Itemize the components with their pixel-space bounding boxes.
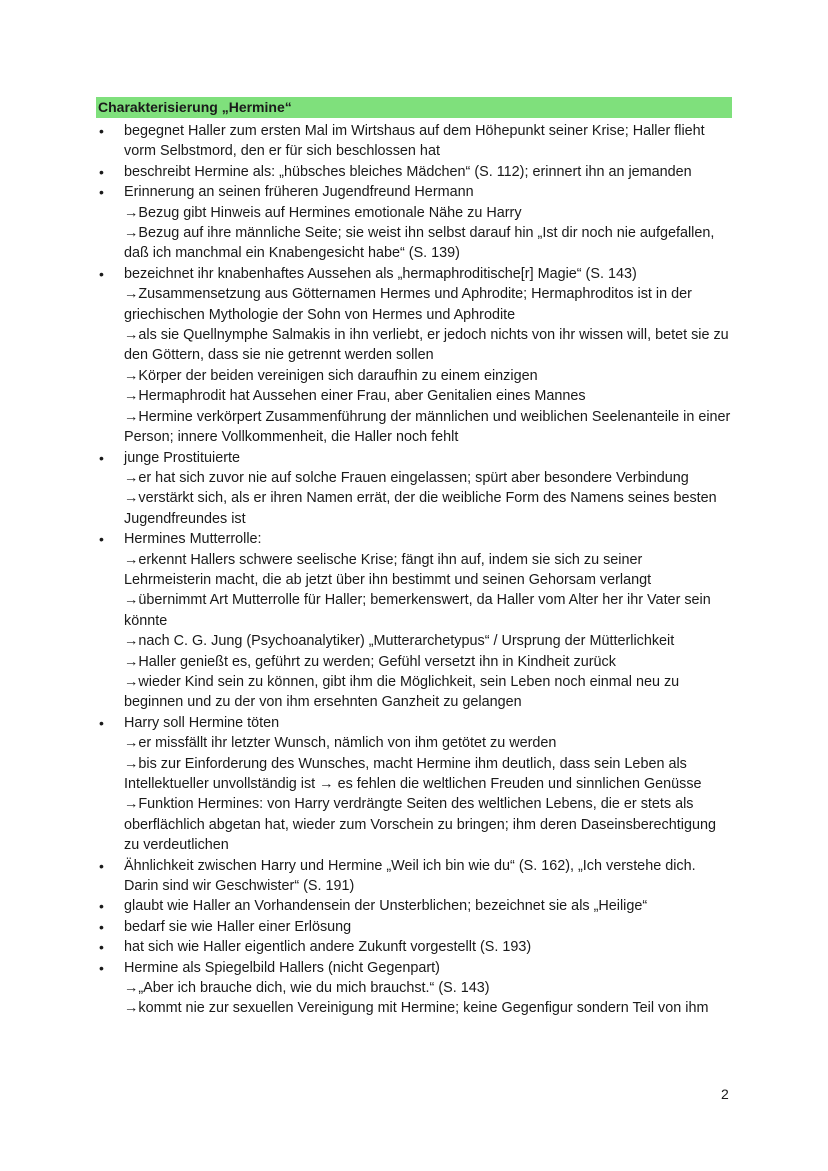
arrow-line: → bis zur Einforderung des Wunsches, macht Hermine ihm deutlich, dass sein Leben als Intellektueller unvollständig ist → es fehlen die weltlichen Freuden und sinnlichen Genüsse <box>124 754 732 795</box>
arrow-line: → nach C. G. Jung (Psychoanalytiker) „Mutterarchetypus“ / Ursprung der Mütterlichkeit <box>124 631 732 651</box>
bullet-icon: • <box>99 939 104 956</box>
bullet-icon: • <box>99 265 104 282</box>
arrow-line: → erkennt Hallers schwere seelische Krise; fängt ihn auf, indem sie sich zu seiner Lehrmeisterin macht, die ab jetzt über ihn bestimmt und seinen Gehorsam verlangt <box>124 550 732 591</box>
arrow-line: → wieder Kind sein zu können, gibt ihm die Möglichkeit, sein Leben noch einmal neu zu beginnen und zu der von ihm ersehnten Ganzheit zu gelangen <box>124 672 732 713</box>
arrow-line: → als sie Quellnymphe Salmakis in ihn verliebt, er jedoch nichts von ihr wissen will, betet sie zu den Göttern, dass sie nie getrennt werden sollen <box>124 325 732 366</box>
page-number: 2 <box>721 1086 729 1102</box>
arrow-line: → Funktion Hermines: von Harry verdrängte Seiten des weltlichen Lebens, die er stets als oberflächlich abgetan hat, wieder zum Vorschein zu bringen; ihm deren Daseinsberechtigung zu verdeutlichen <box>124 794 732 855</box>
list-item <box>96 448 732 530</box>
item-text: Hermine als Spiegelbild Hallers (nicht Gegenpart) <box>124 959 440 976</box>
list-item <box>96 182 732 264</box>
item-text: beschreibt Hermine als: „hübsches bleiches Mädchen“ (S. 112); erinnert ihn an jemanden <box>124 163 692 180</box>
item-text: begegnet Haller zum ersten Mal im Wirtshaus auf dem Höhepunkt seiner Krise; Haller flieht vorm Selbstmord, den er für sich beschlossen hat <box>124 123 705 160</box>
item-text: glaubt wie Haller an Vorhandensein der Unsterblichen; bezeichnet sie als „Heilige“ <box>124 898 648 915</box>
list-item <box>96 937 732 957</box>
arrow-line: → Zusammensetzung aus Götternamen Hermes und Aphrodite; Hermaphroditos ist in der griechischen Mythologie der Sohn von Hermes und Aphrodite <box>124 284 732 325</box>
arrow-line: → er hat sich zuvor nie auf solche Frauen eingelassen; spürt aber besondere Verbindung <box>124 468 732 488</box>
item-text: bedarf sie wie Haller einer Erlösung <box>124 918 352 935</box>
item-text: bezeichnet ihr knabenhaftes Aussehen als „hermaphroditische[r] Magie“ (S. 143) <box>124 265 637 282</box>
bullet-icon: • <box>99 163 104 180</box>
bullet-icon: • <box>99 918 104 935</box>
arrow-line: → Bezug gibt Hinweis auf Hermines emotionale Nähe zu Harry <box>124 203 732 223</box>
arrow-line: → er missfällt ihr letzter Wunsch, nämlich von ihm getötet zu werden <box>124 733 732 753</box>
list-item <box>96 121 732 162</box>
list-item <box>96 896 732 916</box>
arrow-line: → Hermaphrodit hat Aussehen einer Frau, aber Genitalien eines Mannes <box>124 386 732 406</box>
list-item <box>96 917 732 937</box>
arrow-line: → verstärkt sich, als er ihren Namen errät, der die weibliche Form des Namens seines besten Jugendfreundes ist <box>124 488 732 529</box>
arrow-line: → Hermine verkörpert Zusammenführung der männlichen und weiblichen Seelenanteile in einer Person; innere Vollkommenheit, die Haller noch fehlt <box>124 407 732 448</box>
arrow-line: → Körper der beiden vereinigen sich daraufhin zu einem einzigen <box>124 366 732 386</box>
bullet-list <box>96 121 732 1019</box>
arrow-line: → Bezug auf ihre männliche Seite; sie weist ihn selbst darauf hin „Ist dir noch nie aufgefallen, daß ich manchmal ein Knabengesicht habe“ (S. 139) <box>124 223 732 264</box>
list-item <box>96 264 732 448</box>
section-heading: Charakterisierung „Hermine“ <box>96 97 732 118</box>
item-text: Harry soll Hermine töten <box>124 714 280 731</box>
document-page <box>96 97 732 1019</box>
bullet-icon: • <box>99 184 104 201</box>
list-item <box>96 958 732 1019</box>
arrow-line: → „Aber ich brauche dich, wie du mich brauchst.“ (S. 143) <box>124 978 732 998</box>
bullet-icon: • <box>99 959 104 976</box>
bullet-icon: • <box>99 898 104 915</box>
bullet-icon: • <box>99 857 104 874</box>
list-item <box>96 529 732 713</box>
bullet-icon: • <box>99 449 104 466</box>
item-text: hat sich wie Haller eigentlich andere Zukunft vorgestellt (S. 193) <box>124 939 532 956</box>
bullet-icon: • <box>99 531 104 548</box>
item-text: Hermines Mutterrolle: <box>124 531 262 548</box>
list-item <box>96 713 732 856</box>
item-text: Erinnerung an seinen früheren Jugendfreund Hermann <box>124 184 474 201</box>
arrow-line: → kommt nie zur sexuellen Vereinigung mit Hermine; keine Gegenfigur sondern Teil von ihm <box>124 998 732 1018</box>
list-item <box>96 856 732 897</box>
list-item <box>96 162 732 182</box>
item-text: junge Prostituierte <box>124 449 240 466</box>
arrow-line: → übernimmt Art Mutterrolle für Haller; bemerkenswert, da Haller vom Alter her ihr Vater sein könnte <box>124 590 732 631</box>
bullet-icon: • <box>99 123 104 139</box>
bullet-icon: • <box>99 714 104 731</box>
item-text: Ähnlichkeit zwischen Harry und Hermine „Weil ich bin wie du“ (S. 162), „Ich verstehe dich. Darin sind wir Geschwister“ (S. 191) <box>124 857 696 895</box>
arrow-line: → Haller genießt es, geführt zu werden; Gefühl versetzt ihn in Kindheit zurück <box>124 652 732 672</box>
